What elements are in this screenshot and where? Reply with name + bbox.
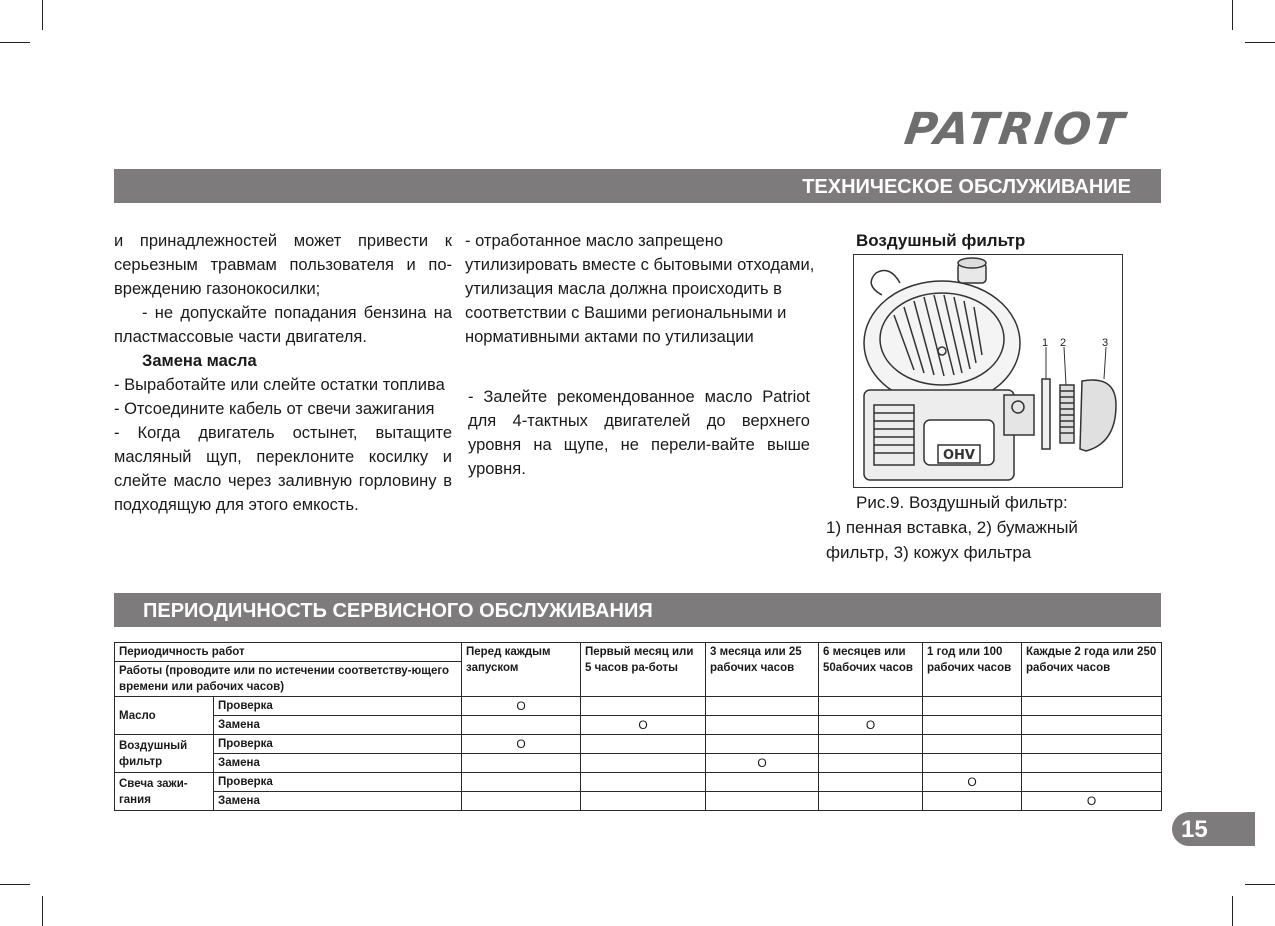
mark-cell [706,773,819,792]
mark-cell [581,792,706,811]
mark-cell [923,697,1022,716]
column-header: 6 месяцев или 50абочих часов [819,643,923,697]
action-cell: Проверка [214,735,462,754]
mark-cell [581,697,706,716]
callout-label-3: 3 [1102,337,1109,349]
engine-badge-label: OHV [943,448,975,463]
page-number: 15 [1172,812,1255,846]
column-header: 3 месяца или 25 рабочих часов [706,643,819,697]
column-header: Перед каждым запуском [462,643,581,697]
caption-line: 1) пенная вставка, 2) бумажный фильтр, 3) кожух фильтра [826,518,1078,562]
mark-cell [923,754,1022,773]
section-header-bar: ТЕХНИЧЕСКОЕ ОБСЛУЖИВАНИЕ [114,169,1161,203]
mark-cell [819,754,923,773]
crop-mark [42,896,43,926]
table-row [115,792,1162,811]
table-row [115,735,1162,754]
action-cell: Проверка [214,773,462,792]
mark-cell [923,716,1022,735]
mark-cell [706,697,819,716]
mark-cell [581,735,706,754]
action-cell: Проверка [214,697,462,716]
paragraph: - Отсоедините кабель от свечи зажигания [114,400,435,418]
schedule-header-bar: ПЕРИОДИЧНОСТЬ СЕРВИСНОГО ОБСЛУЖИВАНИЯ [114,593,1161,627]
mark-cell [706,716,819,735]
crop-mark [1245,42,1275,43]
mark-cell [581,773,706,792]
mark-cell [462,754,581,773]
mark-cell [1022,773,1162,792]
mark-cell [819,735,923,754]
mark-cell [1022,735,1162,754]
column-header: Каждые 2 года или 250 рабочих часов [1022,643,1162,697]
mark-cell [819,697,923,716]
table-row [115,773,1162,792]
caption-line: Рис.9. Воздушный фильтр: [856,493,1068,512]
crop-mark [1232,0,1233,30]
mark-cell [462,792,581,811]
mark-cell: O [819,716,923,735]
paragraph: - Когда двигатель остынет, вытащите масляный щуп, переклоните косилку и слейте масло через заливную горловину в подходящую для этого емкость. [114,424,452,514]
mark-cell [706,792,819,811]
mark-cell [581,754,706,773]
mark-cell [1022,697,1162,716]
crop-mark [1232,896,1233,926]
figure-title: Воздушный фильтр [856,231,1026,250]
air-filter-illustration [853,254,1123,488]
action-cell: Замена [214,716,462,735]
text-column-middle-lower [468,385,810,481]
mark-cell: O [462,735,581,754]
mark-cell: O [1022,792,1162,811]
paragraph: - отработанное масло запрещено утилизировать вместе с бытовыми отходами, утилизация масла должна происходить в соответствии с Вашими региональными и нормативными актами по утилизации [465,232,815,346]
action-cell: Замена [214,754,462,773]
patriot-logo: PATRIOT [901,104,1129,155]
mark-cell [819,773,923,792]
table-row [115,754,1162,773]
subheading-oil-change: Замена масла [142,352,257,370]
mark-cell: O [706,754,819,773]
mark-cell: O [923,773,1022,792]
mark-cell [1022,716,1162,735]
column-header: 1 год или 100 рабочих часов [923,643,1022,697]
paragraph: и принадлежностей может привести к серьезным травмам пользователя и по-вреждению газонокосилки; [114,232,452,298]
mark-cell [462,716,581,735]
header-works-cell: Работы (проводите или по истечении соответству-ющего времени или рабочих часов) [115,662,462,697]
group-name-cell: Воздушный фильтр [115,735,214,773]
paragraph: - не допускайте попадания бензина на пластмассовые части двигателя. [114,304,452,346]
column-header: Первый месяц или 5 часов ра-боты [581,643,706,697]
crop-mark [0,42,30,43]
group-name-cell: Масло [115,697,214,735]
paragraph: - Выработайте или слейте остатки топлива [114,376,445,394]
mark-cell [923,735,1022,754]
callout-label-2: 2 [1060,337,1067,349]
paragraph: - Залейте рекомендованное масло Patriot для 4-тактных двигателей до верхнего уровня на щупе, не перели-вайте выше уровня. [468,388,810,478]
table-row [115,697,1162,716]
mark-cell [923,792,1022,811]
crop-mark [42,0,43,30]
service-schedule-table [114,642,1162,811]
mark-cell [1022,754,1162,773]
table-row [115,716,1162,735]
mark-cell [706,735,819,754]
crop-mark [0,884,30,885]
header-period-cell: Периодичность работ [115,643,462,662]
mark-cell: O [581,716,706,735]
callout-label-1: 1 [1042,337,1049,349]
text-column-left [114,229,452,517]
text-column-middle [465,229,835,349]
engine-drawing [854,255,1122,487]
figure-caption [826,490,1126,565]
mark-cell [819,792,923,811]
mark-cell: O [462,697,581,716]
group-name-cell: Свеча зажи-гания [115,773,214,811]
crop-mark [1245,884,1275,885]
mark-cell [462,773,581,792]
action-cell: Замена [214,792,462,811]
